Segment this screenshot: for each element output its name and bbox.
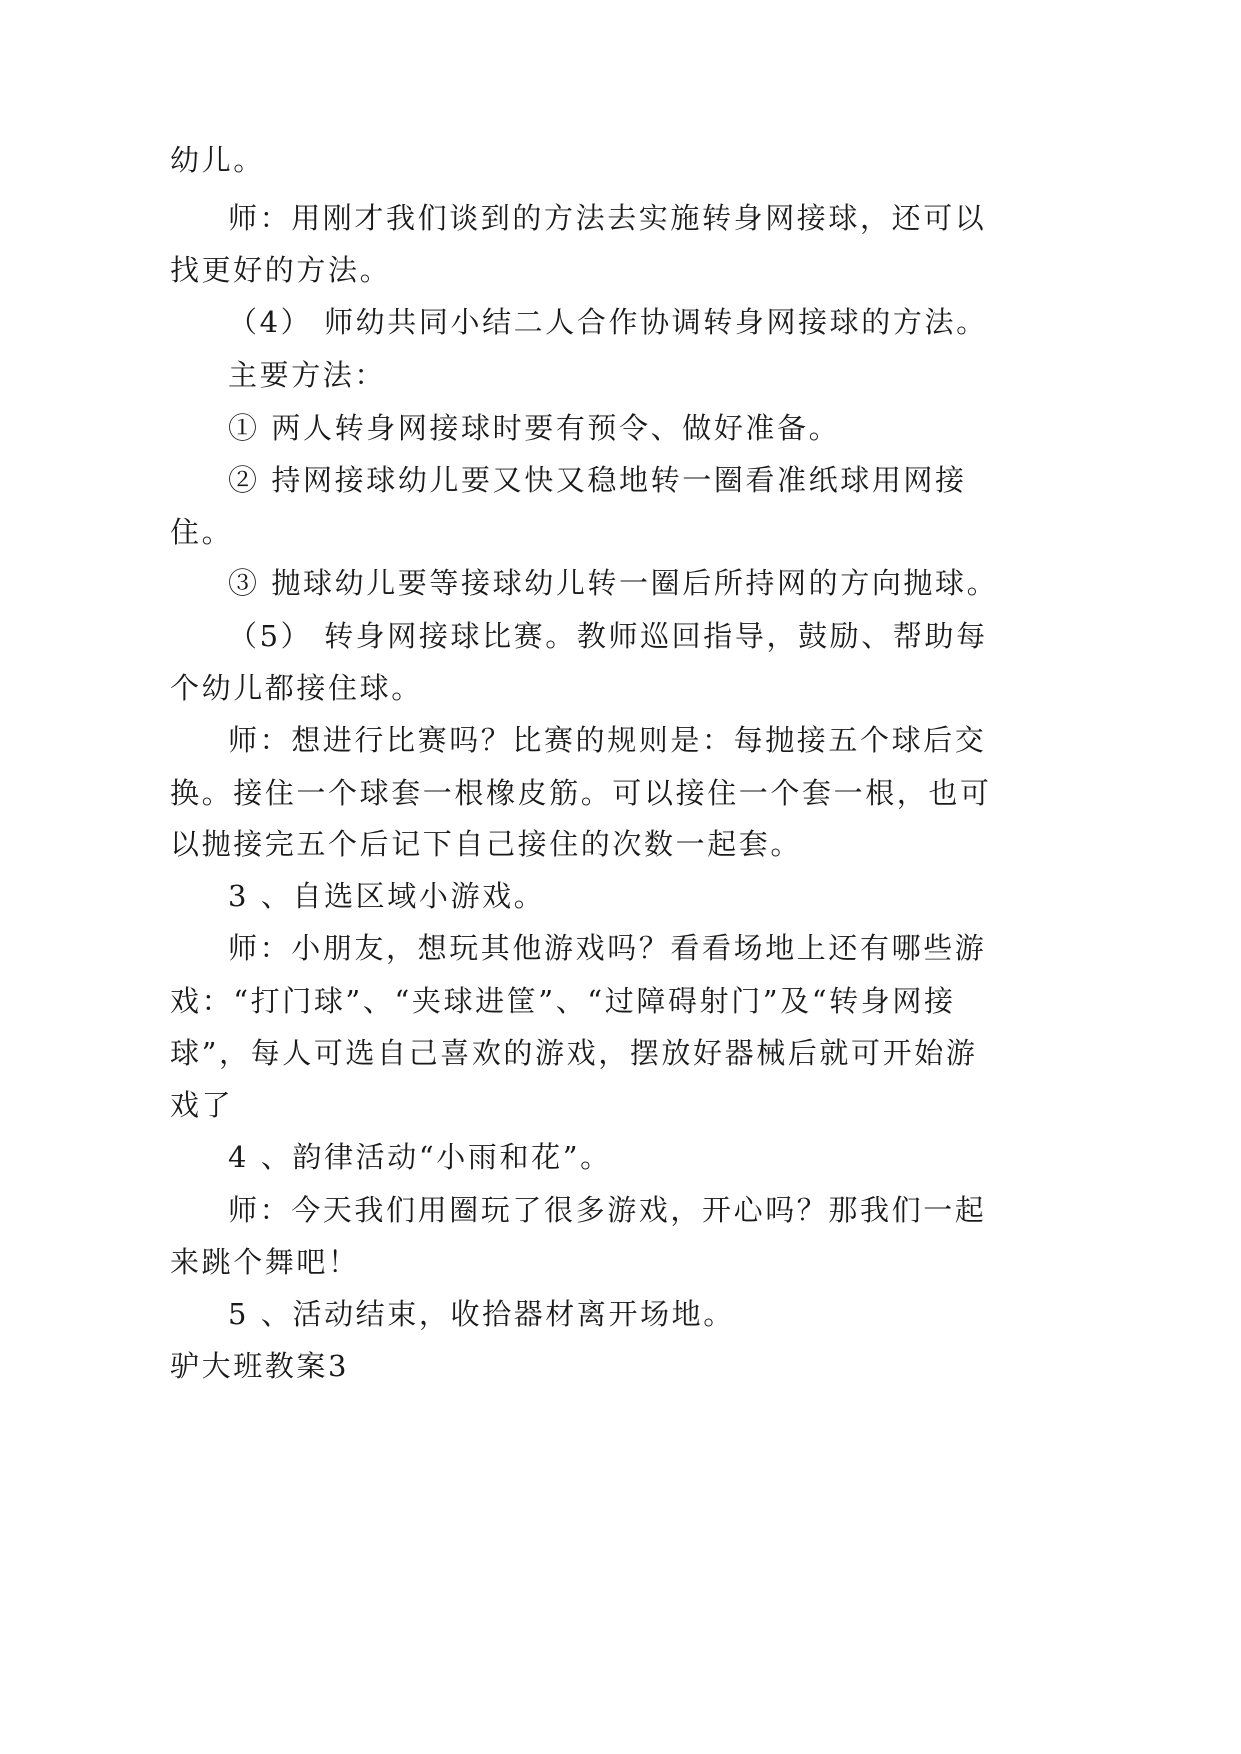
- text-line: 换。接住一个球套一根橡皮筋。可以接住一个套一根，也可: [170, 776, 992, 810]
- text-line: 来跳个舞吧！: [170, 1245, 360, 1279]
- text-line: 球”，每人可选自己喜欢的游戏，摆放好器械后就可开始游: [170, 1036, 978, 1070]
- text-line: 戏了: [170, 1088, 234, 1122]
- text-line: 3 、自选区域小游戏。: [228, 879, 546, 913]
- text-line: 5 、活动结束，收拾器材离开场地。: [228, 1297, 735, 1331]
- text-line: ③ 抛球幼儿要等接球幼儿转一圈后所持网的方向抛球。: [228, 566, 999, 600]
- text-line: ② 持网接球幼儿要又快又稳地转一圈看准纸球用网接: [228, 463, 967, 497]
- text-line: 住。: [170, 515, 234, 549]
- text-line: 师：今天我们用圈玩了很多游戏，开心吗？那我们一起: [228, 1193, 987, 1227]
- text-line: 找更好的方法。: [170, 253, 392, 287]
- text-line: ① 两人转身网接球时要有预令、做好准备。: [228, 411, 841, 445]
- text-line: 主要方法：: [228, 358, 387, 392]
- text-line: 4 、韵律活动“小雨和花”。: [228, 1140, 612, 1174]
- text-line: 戏：“打门球”、“夹球进筐”、“过障碍射门”及“转身网接: [170, 984, 956, 1018]
- text-line: 师：用刚才我们谈到的方法去实施转身网接球，还可以: [228, 201, 987, 235]
- text-line: 幼儿。: [170, 143, 265, 177]
- text-line: （4） 师幼共同小结二人合作协调转身网接球的方法。: [228, 305, 988, 339]
- text-line: （5） 转身网接球比赛。教师巡回指导，鼓励、帮助每: [228, 619, 988, 653]
- text-line: 师：小朋友，想玩其他游戏吗？看看场地上还有哪些游: [228, 931, 987, 965]
- text-line: 师：想进行比赛吗？比赛的规则是：每抛接五个球后交: [228, 723, 987, 757]
- section-heading: 驴大班教案3: [170, 1349, 350, 1383]
- text-line: 个幼儿都接住球。: [170, 671, 423, 705]
- text-line: 以抛接完五个后记下自己接住的次数一起套。: [170, 827, 803, 861]
